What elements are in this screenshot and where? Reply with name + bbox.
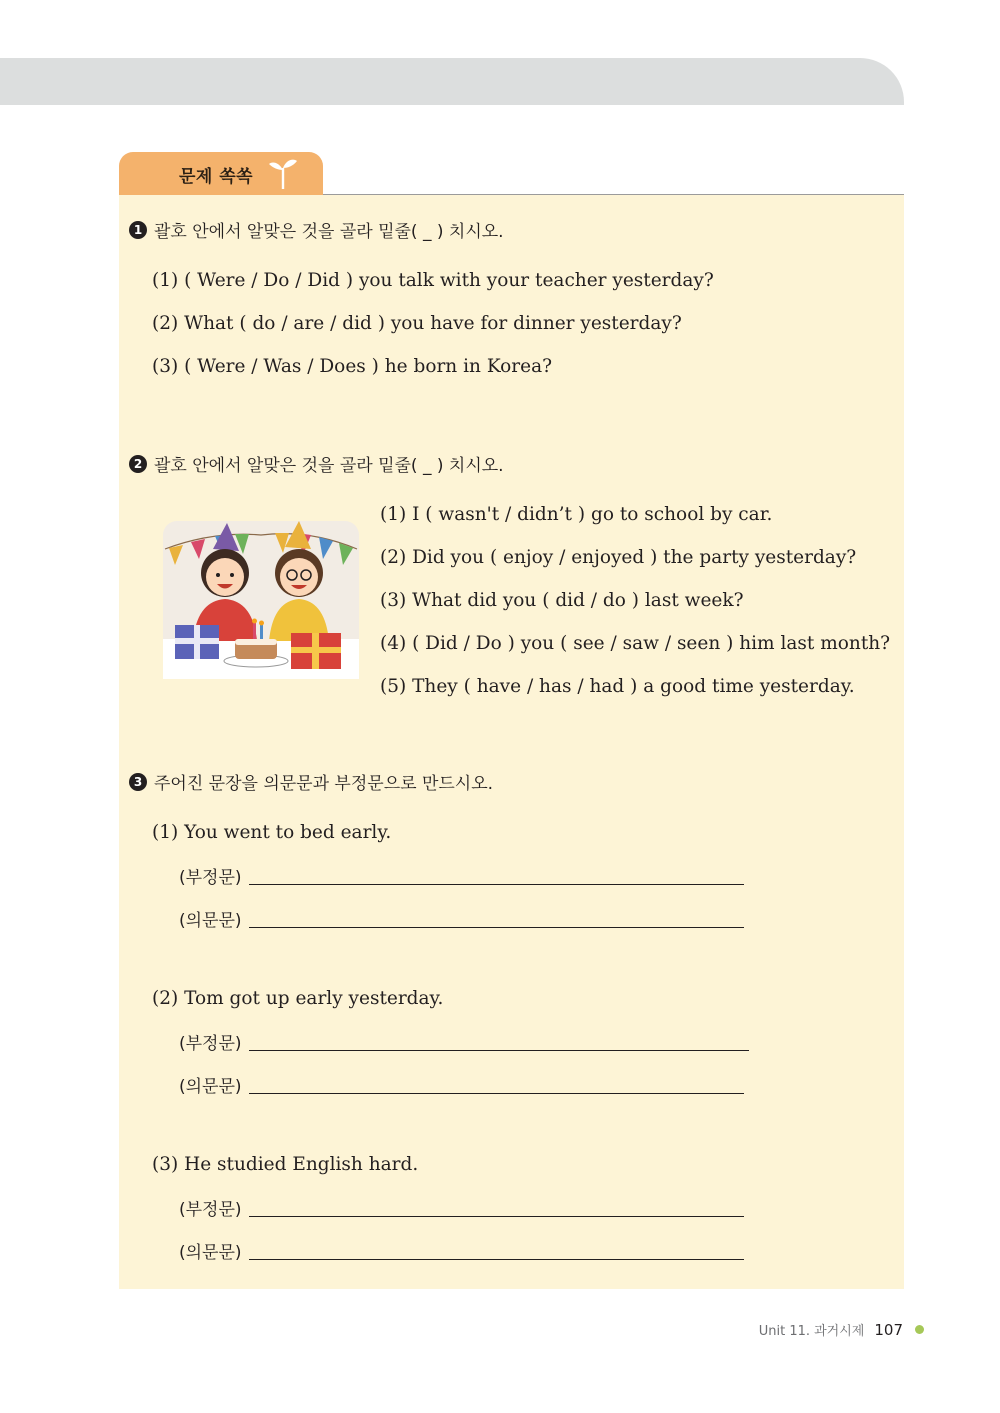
q3-item-1: (1) You went to bed early.	[152, 822, 392, 843]
answer-blank[interactable]	[249, 1050, 749, 1051]
q2-instruction	[129, 451, 504, 476]
q2-item-2: (2) Did you ( enjoy / enjoyed ) the party yesterday?	[380, 547, 857, 568]
q3-item-2-negative-row	[179, 1029, 749, 1054]
answer-blank[interactable]	[249, 1093, 744, 1094]
q2-number: 2	[129, 455, 147, 473]
q1-item-1: (1) ( Were / Do / Did ) you talk with your teacher yesterday?	[152, 270, 714, 291]
answer-blank[interactable]	[249, 1259, 744, 1260]
sprout-icon	[267, 156, 299, 190]
q2-item-3: (3) What did you ( did / do ) last week?	[380, 590, 744, 611]
answer-blank[interactable]	[249, 1216, 744, 1217]
page-footer	[759, 1320, 924, 1339]
q3-item-1-question-row	[179, 906, 744, 931]
q3-item-2: (2) Tom got up early yesterday.	[152, 988, 444, 1009]
q1-item-2: (2) What ( do / are / did ) you have for dinner yesterday?	[152, 313, 682, 334]
q2-item-5: (5) They ( have / has / had ) a good time yesterday.	[380, 676, 855, 697]
question-label: (의문문)	[179, 1243, 242, 1263]
birthday-party-illustration	[163, 521, 359, 679]
q2-item-1: (1) I ( wasn't / didn’t ) go to school by car.	[380, 504, 773, 525]
page-number: 107	[874, 1320, 903, 1339]
q2-instruction-text: 괄호 안에서 알맞은 것을 골라 밑줄( _ ) 치시오.	[154, 456, 504, 476]
answer-blank[interactable]	[249, 884, 744, 885]
footer-dot-icon	[915, 1325, 924, 1334]
section-tab-label: 문제 쏙쏙	[179, 167, 254, 187]
negative-label: (부정문)	[179, 1034, 242, 1054]
question-label: (의문문)	[179, 1077, 242, 1097]
question-label: (의문문)	[179, 911, 242, 931]
answer-blank[interactable]	[249, 927, 744, 928]
q3-instruction	[129, 769, 493, 794]
q3-instruction-text: 주어진 문장을 의문문과 부정문으로 만드시오.	[154, 774, 494, 794]
q1-instruction-text: 괄호 안에서 알맞은 것을 골라 밑줄( _ ) 치시오.	[154, 222, 504, 242]
exercise-panel	[119, 195, 904, 1289]
unit-label: Unit 11. 과거시제	[758, 1324, 865, 1339]
section-tab	[119, 152, 323, 195]
q3-item-3-negative-row	[179, 1195, 744, 1220]
q2-item-4: (4) ( Did / Do ) you ( see / saw / seen ) him last month?	[380, 633, 891, 654]
q1-instruction	[129, 217, 504, 242]
q3-item-3-question-row	[179, 1238, 744, 1263]
negative-label: (부정문)	[179, 868, 242, 888]
q3-item-2-question-row	[179, 1072, 744, 1097]
top-header-band	[0, 58, 904, 105]
q1-item-3: (3) ( Were / Was / Does ) he born in Korea?	[152, 356, 553, 377]
q3-item-1-negative-row	[179, 863, 744, 888]
q1-number: 1	[129, 221, 147, 239]
q3-number: 3	[129, 773, 147, 791]
negative-label: (부정문)	[179, 1200, 242, 1220]
q3-item-3: (3) He studied English hard.	[152, 1154, 419, 1175]
